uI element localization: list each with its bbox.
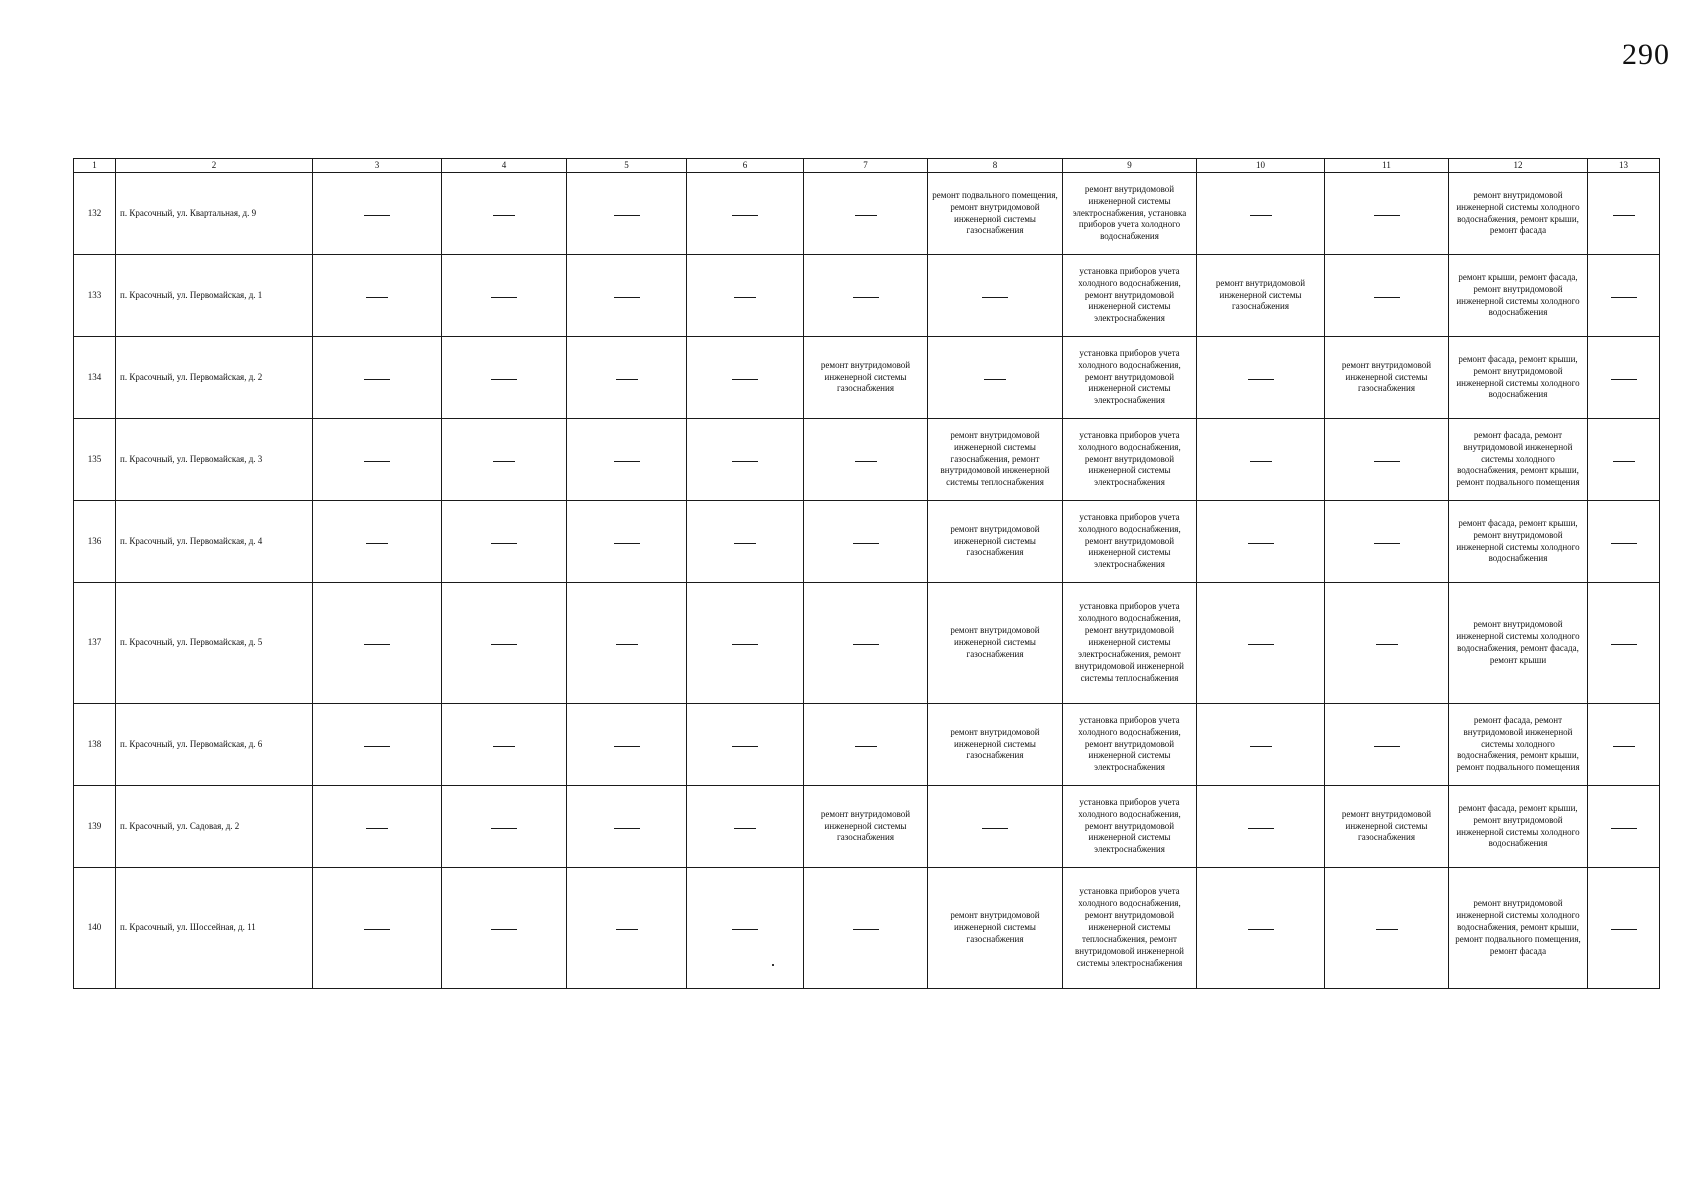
- work-cell-9: ремонт внутридомовой инженерной системы электроснабжения, установка приборов учета холодного водоснабжения: [1063, 173, 1197, 255]
- empty-dash: [1611, 828, 1637, 829]
- work-cell-8: ремонт внутридомовой инженерной системы газоснабжения: [928, 501, 1063, 583]
- work-cell-13: [1588, 868, 1660, 989]
- work-cell-11: ремонт внутридомовой инженерной системы газоснабжения: [1325, 786, 1449, 868]
- empty-dash: [1374, 461, 1400, 462]
- repair-schedule-table: [73, 158, 1660, 989]
- empty-dash: [366, 543, 388, 544]
- empty-dash: [614, 297, 640, 298]
- empty-dash: [853, 297, 879, 298]
- empty-dash: [491, 543, 517, 544]
- work-cell-10: [1197, 501, 1325, 583]
- work-cell-7: [804, 419, 928, 501]
- column-number: 7: [804, 159, 928, 173]
- work-cell-9: установка приборов учета холодного водоснабжения, ремонт внутридомовой инженерной системы электроснабжения, ремонт внутридомовой инженерной системы теплоснабжения: [1063, 583, 1197, 704]
- work-cell-8: [928, 337, 1063, 419]
- table-row: [74, 704, 1660, 786]
- work-cell-5: [567, 173, 687, 255]
- address-cell: п. Красочный, ул. Первомайская, д. 5: [116, 583, 313, 704]
- table-row: [74, 173, 1660, 255]
- empty-dash: [732, 379, 758, 380]
- row-number: 137: [74, 583, 116, 704]
- work-cell-11: [1325, 704, 1449, 786]
- empty-dash: [491, 929, 517, 930]
- table-row: [74, 337, 1660, 419]
- work-cell-5: [567, 786, 687, 868]
- work-cell-10: [1197, 173, 1325, 255]
- work-cell-4: [442, 419, 567, 501]
- work-cell-6: [687, 786, 804, 868]
- work-cell-7: [804, 501, 928, 583]
- work-cell-4: [442, 583, 567, 704]
- empty-dash: [1374, 215, 1400, 216]
- work-cell-3: [313, 583, 442, 704]
- work-cell-6: [687, 255, 804, 337]
- address-cell: п. Красочный, ул. Квартальная, д. 9: [116, 173, 313, 255]
- work-cell-7: ремонт внутридомовой инженерной системы газоснабжения: [804, 337, 928, 419]
- work-cell-12: ремонт внутридомовой инженерной системы холодного водоснабжения, ремонт крыши, ремонт подвального помещения, ремонт фасада: [1449, 868, 1588, 989]
- work-cell-10: [1197, 868, 1325, 989]
- work-cell-3: [313, 255, 442, 337]
- work-cell-13: [1588, 583, 1660, 704]
- empty-dash: [1248, 828, 1274, 829]
- column-number: 3: [313, 159, 442, 173]
- empty-dash: [1611, 543, 1637, 544]
- work-cell-12: ремонт фасада, ремонт внутридомовой инженерной системы холодного водоснабжения, ремонт крыши, ремонт подвального помещения: [1449, 419, 1588, 501]
- empty-dash: [853, 929, 879, 930]
- empty-dash: [493, 461, 515, 462]
- empty-dash: [364, 461, 390, 462]
- empty-dash: [732, 644, 758, 645]
- work-cell-8: ремонт подвального помещения, ремонт внутридомовой инженерной системы газоснабжения: [928, 173, 1063, 255]
- empty-dash: [853, 644, 879, 645]
- work-cell-12: ремонт фасада, ремонт внутридомовой инженерной системы холодного водоснабжения, ремонт крыши, ремонт подвального помещения: [1449, 704, 1588, 786]
- row-number: 138: [74, 704, 116, 786]
- row-number: 135: [74, 419, 116, 501]
- work-cell-9: установка приборов учета холодного водоснабжения, ремонт внутридомовой инженерной системы электроснабжения: [1063, 337, 1197, 419]
- work-cell-9: установка приборов учета холодного водоснабжения, ремонт внутридомовой инженерной системы электроснабжения: [1063, 704, 1197, 786]
- row-number: 134: [74, 337, 116, 419]
- work-cell-10: [1197, 419, 1325, 501]
- empty-dash: [364, 644, 390, 645]
- work-cell-11: [1325, 173, 1449, 255]
- table-row: [74, 786, 1660, 868]
- work-cell-4: [442, 786, 567, 868]
- page-number: 290: [1622, 38, 1670, 71]
- empty-dash: [491, 828, 517, 829]
- work-cell-9: установка приборов учета холодного водоснабжения, ремонт внутридомовой инженерной системы электроснабжения: [1063, 419, 1197, 501]
- address-cell: п. Красочный, ул. Садовая, д. 2: [116, 786, 313, 868]
- work-cell-4: [442, 255, 567, 337]
- work-cell-7: [804, 868, 928, 989]
- work-cell-5: [567, 255, 687, 337]
- work-cell-9: установка приборов учета холодного водоснабжения, ремонт внутридомовой инженерной системы электроснабжения: [1063, 786, 1197, 868]
- address-cell: п. Красочный, ул. Первомайская, д. 4: [116, 501, 313, 583]
- column-number: 2: [116, 159, 313, 173]
- empty-dash: [732, 746, 758, 747]
- address-cell: п. Красочный, ул. Первомайская, д. 1: [116, 255, 313, 337]
- work-cell-3: [313, 704, 442, 786]
- empty-dash: [734, 828, 756, 829]
- work-cell-5: [567, 868, 687, 989]
- work-cell-12: ремонт внутридомовой инженерной системы холодного водоснабжения, ремонт крыши, ремонт фасада: [1449, 173, 1588, 255]
- work-cell-3: [313, 786, 442, 868]
- column-number: 12: [1449, 159, 1588, 173]
- work-cell-9: установка приборов учета холодного водоснабжения, ремонт внутридомовой инженерной системы электроснабжения: [1063, 255, 1197, 337]
- empty-dash: [732, 929, 758, 930]
- address-cell: п. Красочный, ул. Первомайская, д. 3: [116, 419, 313, 501]
- empty-dash: [1611, 379, 1637, 380]
- column-number: 5: [567, 159, 687, 173]
- work-cell-6: [687, 868, 804, 989]
- column-number: 11: [1325, 159, 1449, 173]
- work-cell-7: ремонт внутридомовой инженерной системы газоснабжения: [804, 786, 928, 868]
- empty-dash: [614, 215, 640, 216]
- work-cell-13: [1588, 419, 1660, 501]
- work-cell-3: [313, 868, 442, 989]
- work-cell-10: [1197, 583, 1325, 704]
- empty-dash: [982, 297, 1008, 298]
- empty-dash: [1611, 644, 1637, 645]
- empty-dash: [1250, 746, 1272, 747]
- empty-dash: [493, 746, 515, 747]
- empty-dash: [853, 543, 879, 544]
- work-cell-10: [1197, 337, 1325, 419]
- work-cell-5: [567, 583, 687, 704]
- work-cell-11: ремонт внутридомовой инженерной системы газоснабжения: [1325, 337, 1449, 419]
- work-cell-3: [313, 419, 442, 501]
- work-cell-11: [1325, 868, 1449, 989]
- empty-dash: [1611, 297, 1637, 298]
- scan-speck: [772, 964, 774, 966]
- column-number: 9: [1063, 159, 1197, 173]
- work-cell-4: [442, 173, 567, 255]
- empty-dash: [1250, 215, 1272, 216]
- work-cell-13: [1588, 704, 1660, 786]
- work-cell-12: ремонт фасада, ремонт крыши, ремонт внутридомовой инженерной системы холодного водоснабжения: [1449, 337, 1588, 419]
- empty-dash: [366, 297, 388, 298]
- work-cell-11: [1325, 501, 1449, 583]
- empty-dash: [732, 461, 758, 462]
- empty-dash: [734, 543, 756, 544]
- empty-dash: [1248, 379, 1274, 380]
- work-cell-11: [1325, 583, 1449, 704]
- table-row: [74, 868, 1660, 989]
- empty-dash: [616, 644, 638, 645]
- row-number: 132: [74, 173, 116, 255]
- work-cell-10: [1197, 786, 1325, 868]
- work-cell-8: ремонт внутридомовой инженерной системы газоснабжения: [928, 868, 1063, 989]
- work-cell-7: [804, 255, 928, 337]
- row-number: 140: [74, 868, 116, 989]
- work-cell-7: [804, 583, 928, 704]
- work-cell-13: [1588, 173, 1660, 255]
- work-cell-11: [1325, 419, 1449, 501]
- table-row: [74, 255, 1660, 337]
- address-cell: п. Красочный, ул. Первомайская, д. 6: [116, 704, 313, 786]
- work-cell-5: [567, 501, 687, 583]
- table-row: [74, 419, 1660, 501]
- empty-dash: [1250, 461, 1272, 462]
- table-row: [74, 501, 1660, 583]
- work-cell-11: [1325, 255, 1449, 337]
- work-cell-12: ремонт крыши, ремонт фасада, ремонт внутридомовой инженерной системы холодного водоснабжения: [1449, 255, 1588, 337]
- work-cell-13: [1588, 337, 1660, 419]
- work-cell-6: [687, 501, 804, 583]
- empty-dash: [1376, 929, 1398, 930]
- work-cell-10: [1197, 704, 1325, 786]
- work-cell-12: ремонт внутридомовой инженерной системы холодного водоснабжения, ремонт фасада, ремонт крыши: [1449, 583, 1588, 704]
- work-cell-4: [442, 337, 567, 419]
- empty-dash: [1374, 746, 1400, 747]
- address-cell: п. Красочный, ул. Первомайская, д. 2: [116, 337, 313, 419]
- empty-dash: [855, 746, 877, 747]
- column-number: 13: [1588, 159, 1660, 173]
- work-cell-5: [567, 704, 687, 786]
- work-cell-9: установка приборов учета холодного водоснабжения, ремонт внутридомовой инженерной системы электроснабжения: [1063, 501, 1197, 583]
- empty-dash: [855, 215, 877, 216]
- empty-dash: [491, 379, 517, 380]
- work-cell-4: [442, 501, 567, 583]
- row-number: 139: [74, 786, 116, 868]
- work-cell-8: ремонт внутридомовой инженерной системы газоснабжения, ремонт внутридомовой инженерной системы теплоснабжения: [928, 419, 1063, 501]
- empty-dash: [364, 746, 390, 747]
- empty-dash: [364, 379, 390, 380]
- empty-dash: [732, 215, 758, 216]
- empty-dash: [491, 297, 517, 298]
- work-cell-12: ремонт фасада, ремонт крыши, ремонт внутридомовой инженерной системы холодного водоснабжения: [1449, 786, 1588, 868]
- column-number: 6: [687, 159, 804, 173]
- work-cell-3: [313, 501, 442, 583]
- column-number: 1: [74, 159, 116, 173]
- empty-dash: [364, 929, 390, 930]
- empty-dash: [364, 215, 390, 216]
- empty-dash: [1374, 543, 1400, 544]
- work-cell-13: [1588, 501, 1660, 583]
- empty-dash: [493, 215, 515, 216]
- empty-dash: [1248, 644, 1274, 645]
- work-cell-13: [1588, 255, 1660, 337]
- work-cell-8: ремонт внутридомовой инженерной системы газоснабжения: [928, 583, 1063, 704]
- empty-dash: [616, 379, 638, 380]
- work-cell-6: [687, 583, 804, 704]
- empty-dash: [1613, 746, 1635, 747]
- address-cell: п. Красочный, ул. Шоссейная, д. 11: [116, 868, 313, 989]
- work-cell-5: [567, 337, 687, 419]
- empty-dash: [1376, 644, 1398, 645]
- work-cell-5: [567, 419, 687, 501]
- work-cell-3: [313, 173, 442, 255]
- column-number: 4: [442, 159, 567, 173]
- empty-dash: [1248, 929, 1274, 930]
- work-cell-10: ремонт внутридомовой инженерной системы газоснабжения: [1197, 255, 1325, 337]
- work-cell-6: [687, 337, 804, 419]
- column-number-row: [74, 159, 1660, 173]
- work-cell-4: [442, 704, 567, 786]
- empty-dash: [982, 828, 1008, 829]
- empty-dash: [366, 828, 388, 829]
- empty-dash: [614, 746, 640, 747]
- work-cell-3: [313, 337, 442, 419]
- table-row: [74, 583, 1660, 704]
- column-number: 10: [1197, 159, 1325, 173]
- empty-dash: [1374, 297, 1400, 298]
- empty-dash: [614, 461, 640, 462]
- work-cell-4: [442, 868, 567, 989]
- work-cell-7: [804, 704, 928, 786]
- work-cell-7: [804, 173, 928, 255]
- work-cell-6: [687, 173, 804, 255]
- empty-dash: [734, 297, 756, 298]
- empty-dash: [614, 828, 640, 829]
- work-cell-8: [928, 255, 1063, 337]
- work-cell-6: [687, 419, 804, 501]
- empty-dash: [1613, 215, 1635, 216]
- row-number: 133: [74, 255, 116, 337]
- column-number: 8: [928, 159, 1063, 173]
- work-cell-13: [1588, 786, 1660, 868]
- work-cell-12: ремонт фасада, ремонт крыши, ремонт внутридомовой инженерной системы холодного водоснабжения: [1449, 501, 1588, 583]
- work-cell-9: установка приборов учета холодного водоснабжения, ремонт внутридомовой инженерной системы теплоснабжения, ремонт внутридомовой инженерной системы электроснабжения: [1063, 868, 1197, 989]
- empty-dash: [855, 461, 877, 462]
- empty-dash: [616, 929, 638, 930]
- work-cell-8: ремонт внутридомовой инженерной системы газоснабжения: [928, 704, 1063, 786]
- empty-dash: [614, 543, 640, 544]
- work-cell-6: [687, 704, 804, 786]
- empty-dash: [984, 379, 1006, 380]
- row-number: 136: [74, 501, 116, 583]
- empty-dash: [1613, 461, 1635, 462]
- empty-dash: [491, 644, 517, 645]
- work-cell-8: [928, 786, 1063, 868]
- empty-dash: [1611, 929, 1637, 930]
- empty-dash: [1248, 543, 1274, 544]
